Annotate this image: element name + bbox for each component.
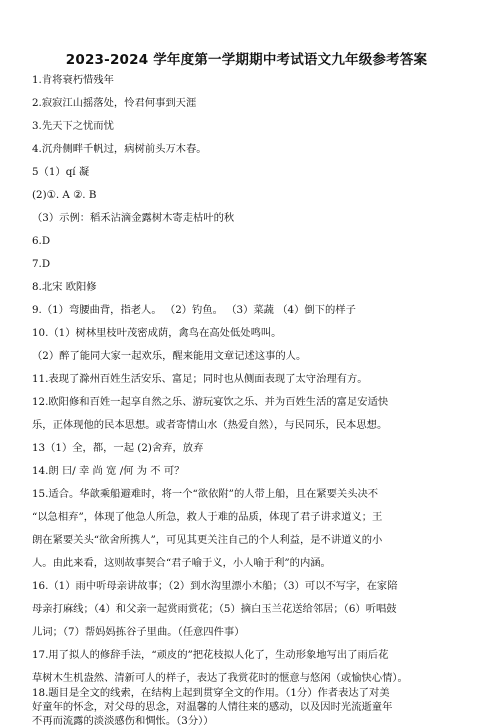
answer-line-12b: 乐，正体现他的民本思想。或者寄情山水（热爱自然），与民同乐，民本思想。 (32, 419, 388, 431)
answer-line-5-2: (2)①. A ②. B (32, 189, 97, 201)
answer-line-15d: 人。由此来看，这则故事契合“君子喻于义，小人喻于利”的内涵。 (32, 557, 331, 569)
answer-line-3: 3.先天下之忧而忧 (32, 120, 114, 132)
answer-line-11: 11.表现了滁州百姓生活安乐、富足；同时也从侧面表现了太守治理有方。 (32, 373, 368, 385)
answer-line-16b: 母亲打麻线；（4）和父亲一起赏雨赏花；（5）摘白玉兰花送给邻居；（6）听唱鼓 (32, 603, 397, 615)
answer-line-10-1: 10.（1）树林里枝叶茂密成荫，禽鸟在高处低处鸣叫。 (32, 327, 282, 339)
answer-line-4: 4.沉舟侧畔千帆过，病树前头万木春。 (32, 143, 207, 155)
answer-line-18c: 不再而流露的淡淡感伤和惆怅。（3分）） (32, 715, 214, 727)
answer-line-16c: 儿词；（7）帮妈妈拣谷子里曲。（任意四件事） (32, 626, 245, 638)
answer-line-17b: 草树木生机盎然、清新可人的样子，表达了我赏花时的惬意与悠闲（或愉快心情）。 (32, 672, 408, 684)
answer-line-17a: 17.用了拟人的修辞手法，“顽皮的”把花枝拟人化了，生动形象地写出了雨后花 (32, 649, 389, 661)
answer-line-10-2: （2）醉了能同大家一起欢乐，醒来能用文章记述这事的人。 (32, 350, 307, 362)
answer-line-8: 8.北宋 欧阳修 (32, 281, 97, 293)
answer-line-5-3: （3）示例：稻禾沾滴金露树木寄走枯叶的秋 (32, 212, 235, 224)
answer-line-18a: 18.题目是全文的线索，在结构上起到贯穿全文的作用。（1分）作者表达了对美 (32, 687, 390, 699)
answer-line-5-1: 5（1）qí 凝 (32, 166, 90, 178)
answer-line-15c: 朗在紧要关头“欲舍所携人”，可见其更关注自己的个人利益，是不讲道义的小 (32, 534, 383, 546)
answer-line-18b: 好童年的怀念，对父母的思念，对温馨的人情往来的感动，以及因时光流逝童年 (32, 701, 393, 713)
answer-line-7: 7.D (32, 258, 51, 270)
answer-line-12a: 12.欧阳修和百姓一起享自然之乐、游玩宴饮之乐、并为百姓生活的富足安适快 (32, 396, 389, 408)
answer-line-9: 9.（1）弯腰曲背，指老人。 （2）钓鱼。 （3）菜蔬 （4）倒下的样子 (32, 304, 356, 316)
page-title: 2023-2024 学年度第一学期期中考试语文九年级参考答案 (65, 52, 428, 68)
answer-line-1: 1.肯将衰朽惜残年 (32, 74, 114, 86)
answer-line-15b: “以急相弃”，体现了他急人所急，救人于难的品质，体现了君子讲求道义；王 (32, 511, 383, 523)
answer-line-13: 13（1）全，都，一起 (2)舍弃，放弃 (32, 442, 204, 454)
answer-line-15a: 15.适合。华歆乘船避难时，将一个“欲依附”的人带上船，且在紧要关头决不 (32, 488, 379, 500)
answer-line-2: 2.寂寂江山摇落处，怜君何事到天涯 (32, 97, 197, 109)
answer-line-14: 14.朗 曰/ 幸 尚 宽 /何 为 不 可？ (32, 465, 185, 477)
answer-line-6: 6.D (32, 235, 51, 247)
answer-line-16a: 16.（1）雨中听母亲讲故事；（2）到水沟里漂小木船；（3）可以不写字，在家陪 (32, 580, 398, 592)
